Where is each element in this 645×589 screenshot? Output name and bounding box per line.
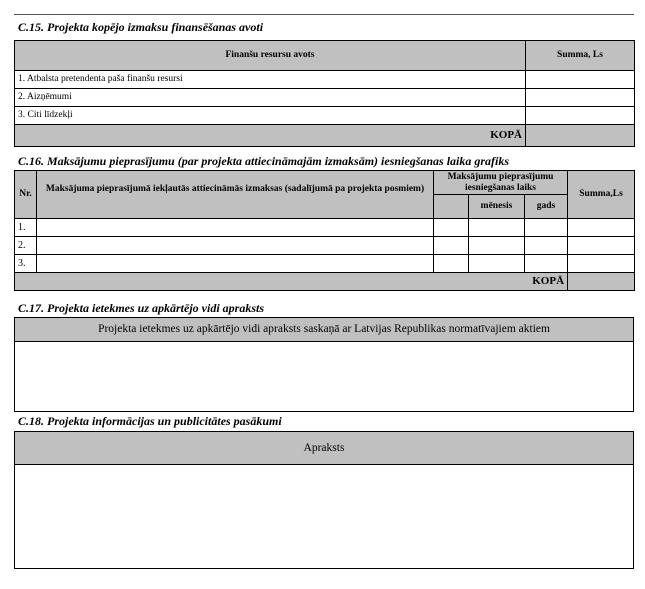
description-cell[interactable] (37, 255, 434, 273)
total-sum-cell[interactable] (568, 273, 635, 291)
environment-impact-box (14, 317, 634, 412)
environment-impact-header: Projekta ietekmes uz apkārtējo vidi apraksts saskaņā ar Latvijas Republikas normatīvajiem aktiem (15, 318, 633, 342)
month-cell[interactable] (469, 255, 525, 273)
row-number: 3. (15, 255, 37, 273)
sum-cell[interactable] (568, 219, 635, 237)
month-cell[interactable] (469, 237, 525, 255)
sum-cell[interactable] (526, 71, 635, 89)
blank-cell[interactable] (434, 255, 469, 273)
sum-cell[interactable] (568, 237, 635, 255)
blank-cell[interactable] (434, 219, 469, 237)
sum-cell[interactable] (526, 107, 635, 125)
section-c15-title: C.15. Projekta kopējo izmaksu finansēšanas avoti (18, 20, 264, 34)
year-cell[interactable] (525, 255, 568, 273)
total-label: KOPĀ (15, 273, 568, 291)
col-header-submission-time: Maksājumu pieprasījumu iesniegšanas laiks (434, 171, 568, 195)
col-header-sum: Summa,Ls (568, 171, 635, 219)
total-sum-cell[interactable] (526, 125, 635, 147)
total-label: KOPĀ (15, 125, 526, 147)
col-header-sum: Summa, Ls (526, 41, 635, 71)
table-row: 1. Atbalsta pretendenta pašа finanšu resursi (15, 71, 526, 89)
financing-sources-table (14, 40, 635, 147)
environment-impact-text-area[interactable] (15, 342, 633, 411)
row-number: 2. (15, 237, 37, 255)
col-header-nr: Nr. (15, 171, 37, 219)
col-header-month: mēnesis (469, 195, 525, 219)
section-c16-title: C.16. Maksājumu pieprasījumu (par projekta attiecināmajām izmaksām) iesniegšanas laika grafiks (18, 154, 510, 168)
table-row: 3. Citi līdzekļi (15, 107, 526, 125)
section-c18-title: C.18. Projekta informācijas un publicitātes pasākumi (18, 414, 282, 428)
year-cell[interactable] (525, 237, 568, 255)
description-cell[interactable] (37, 237, 434, 255)
description-cell[interactable] (37, 219, 434, 237)
col-header-source: Finanšu resursu avots (15, 41, 526, 71)
row-number: 1. (15, 219, 37, 237)
table-row: 2. Aizņēmumi (15, 89, 526, 107)
publicity-measures-text-area[interactable] (15, 465, 633, 568)
sum-cell[interactable] (526, 89, 635, 107)
sum-cell[interactable] (568, 255, 635, 273)
blank-cell[interactable] (434, 237, 469, 255)
col-header-year: gads (525, 195, 568, 219)
section-c17-title: C.17. Projekta ietekmes uz apkārtējo vidi apraksts (18, 301, 264, 315)
month-cell[interactable] (469, 219, 525, 237)
year-cell[interactable] (525, 219, 568, 237)
col-header-description: Maksājuma pieprasījumā iekļautās attiecināmās izmaksas (sadalījumā pa projekta posmiem) (37, 171, 434, 219)
payment-schedule-table (14, 170, 635, 291)
blank-subheader (434, 195, 469, 219)
publicity-measures-box (14, 431, 634, 569)
publicity-measures-header: Apraksts (15, 432, 633, 465)
top-rule (14, 14, 634, 15)
